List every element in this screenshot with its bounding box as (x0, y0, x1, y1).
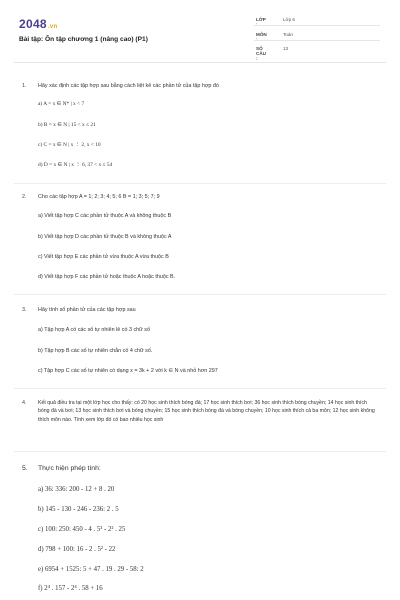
question-stem: Cho các tập hợp A = 1; 2; 3; 4; 5; 6 B = 1; 3; 5; 7; 9 (38, 194, 160, 200)
logo-suffix: .vn (47, 24, 58, 30)
question-item: b) Tập hợp B các số tự nhiên chẵn có 4 chữ số. (38, 348, 153, 354)
question-item: a) A = x ∈ N* | x < 7 (38, 101, 85, 107)
question-divider (14, 294, 386, 295)
question-divider (14, 451, 386, 452)
question-number: 4. (22, 400, 27, 406)
question-number: 2. (22, 194, 27, 200)
meta-class-label: LỚP : (256, 17, 266, 27)
exercise-title: Bài tập: Ôn tập chương 1 (nâng cao) (P1) (19, 36, 148, 43)
question-item: c) C = x ∈ N | x ⋮ 2, x < 10 (38, 142, 101, 148)
meta-count-label: SỐ CÂU : (256, 46, 266, 61)
meta-divider (254, 40, 380, 41)
question-item: c) 100: 250: 450 - 4 . 5³ - 2² . 25 (38, 526, 126, 533)
meta-subject-value: Toán (283, 32, 293, 37)
question-item: e) 6954 + 1525: 5 + 47 . 19 . 29 - 58: 2 (38, 566, 144, 573)
question-number: 1. (22, 83, 27, 89)
meta-class-value: Lớp 6 (283, 17, 295, 22)
question-item: a) Tập hợp A có các số tự nhiên lẻ có 3 chữ số (38, 327, 150, 333)
question-stem: Hãy xác định các tập hợp sau bằng cách liệt kê các phần tử của tập hợp đó (38, 83, 219, 89)
header-divider (14, 62, 386, 63)
question-divider (14, 388, 386, 389)
question-stem: Thực hiện phép tính: (38, 465, 101, 472)
question-number: 3. (22, 307, 27, 313)
question-stem: Hãy tính số phần tử của các tập hợp sau (38, 307, 136, 313)
question-item: b) 145 - 130 - 246 - 236: 2 . 5 (38, 506, 119, 513)
meta-divider (254, 25, 380, 26)
question-number: 5. (22, 465, 28, 472)
question-item: c) Viết tập hợp E các phần tử vừa thuộc A vừa thuộc B (38, 254, 169, 260)
question-item: d) D = x ∈ N | x ⋮ 6, 37 < x ≤ 54 (38, 162, 113, 168)
question-item: d) 798 + 100: 16 - 2 . 5² - 22 (38, 546, 116, 553)
question-paragraph: Kết quả điều tra tại một lớp học cho thấy: có 20 học sinh thích bóng đá; 17 học sinh thích bơi; 36 học sinh thích bóng chuyền; 14 học sinh thích bóng đá và bơi; 13 học sinh thích bơi và bóng chuyền; 15 học sinh thích bóng đá và bóng chuyền; 10 học sinh thích cả ba môn; 12 học sinh không thích môn nào. Tính xem lớp đó có bao nhiêu học sinh (38, 400, 375, 423)
question-item: a) 36: 336: 200 - 12 + 8 . 20 (38, 486, 115, 493)
question-item: f) 2⁴ . 157 - 2⁴ . 58 + 16 (38, 585, 103, 592)
meta-count-value: 13 (283, 46, 289, 51)
question-item: d) Viết tập hợp F các phần tử hoặc thuộc A hoặc thuộc B. (38, 274, 176, 280)
logo-text: 2048 (19, 17, 47, 31)
question-item: b) Viết tập hợp D các phần tử thuộc B và không thuộc A (38, 234, 172, 240)
site-logo[interactable] (19, 17, 57, 31)
meta-subject-label: MÔN : (256, 32, 267, 42)
question-item: a) Viết tập hợp C các phần tử thuộc A và không thuộc B (38, 213, 172, 219)
question-item: c) Tập hợp C các số tự nhiên có dạng x = 3k + 2 với k ∈ N và nhỏ hơn 297 (38, 368, 218, 374)
question-divider (14, 183, 386, 184)
question-item: b) B = x ∈ N | 15 < x ≤ 21 (38, 122, 96, 128)
